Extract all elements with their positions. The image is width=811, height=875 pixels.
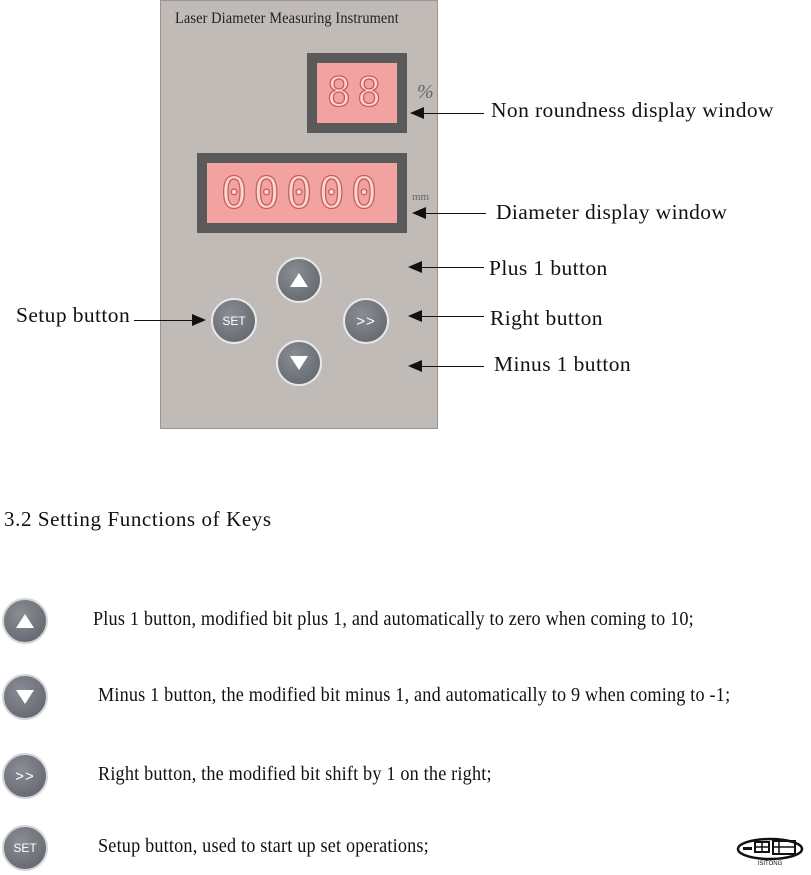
up-triangle-icon [2, 598, 48, 644]
minus1-callout: Minus 1 button [494, 352, 632, 376]
right-arrow [410, 316, 484, 317]
panel-title: Laser Diameter Measuring Instrument [175, 10, 399, 27]
setup-callout: Setup button [16, 303, 131, 327]
diameter-arrow [414, 213, 486, 214]
diameter-value: 00000 [207, 163, 397, 223]
diameter-display [197, 153, 407, 233]
instrument-panel [160, 0, 438, 429]
setup-button-label: SET [222, 314, 246, 328]
list-item [0, 753, 811, 803]
minus-1-button[interactable] [276, 340, 322, 386]
svg-text:ISITONG: ISITONG [757, 861, 783, 866]
non-roundness-display [307, 53, 407, 133]
up-triangle-icon [290, 273, 308, 287]
right-button-label: >> [356, 312, 376, 330]
item-text: Plus 1 button, modified bit plus 1, and automatically to zero when coming to 10; [93, 608, 694, 630]
set-icon: SET [2, 825, 48, 871]
list-item [0, 825, 811, 875]
down-triangle-icon [2, 674, 48, 720]
plus-1-button[interactable] [276, 257, 322, 303]
item-text: Setup button, used to start up set operations; [98, 835, 429, 857]
non-roundness-arrow [412, 113, 484, 114]
plus1-arrow [410, 267, 484, 268]
non-roundness-value: 88 [317, 63, 397, 123]
right-button[interactable] [343, 298, 389, 344]
minus1-arrow [410, 366, 484, 367]
right-callout: Right button [490, 306, 603, 330]
item-text: Minus 1 button, the modified bit minus 1, and automatically to 9 when coming to -1; [98, 684, 731, 706]
down-triangle-icon [290, 356, 308, 370]
setup-arrow [134, 320, 204, 321]
setup-button[interactable] [211, 298, 257, 344]
list-item [0, 598, 811, 648]
isitong-logo [735, 836, 805, 866]
right-shift-icon: >> [2, 753, 48, 799]
non-roundness-unit: % [417, 81, 434, 103]
non-roundness-callout: Non roundness display window [491, 98, 774, 122]
diameter-unit: mm [412, 191, 430, 203]
section-title: 3.2 Setting Functions of Keys [4, 507, 272, 531]
list-item [0, 674, 811, 724]
plus1-callout: Plus 1 button [489, 256, 608, 280]
diameter-callout: Diameter display window [496, 200, 728, 224]
item-text: Right button, the modified bit shift by 1 on the right; [98, 763, 492, 785]
